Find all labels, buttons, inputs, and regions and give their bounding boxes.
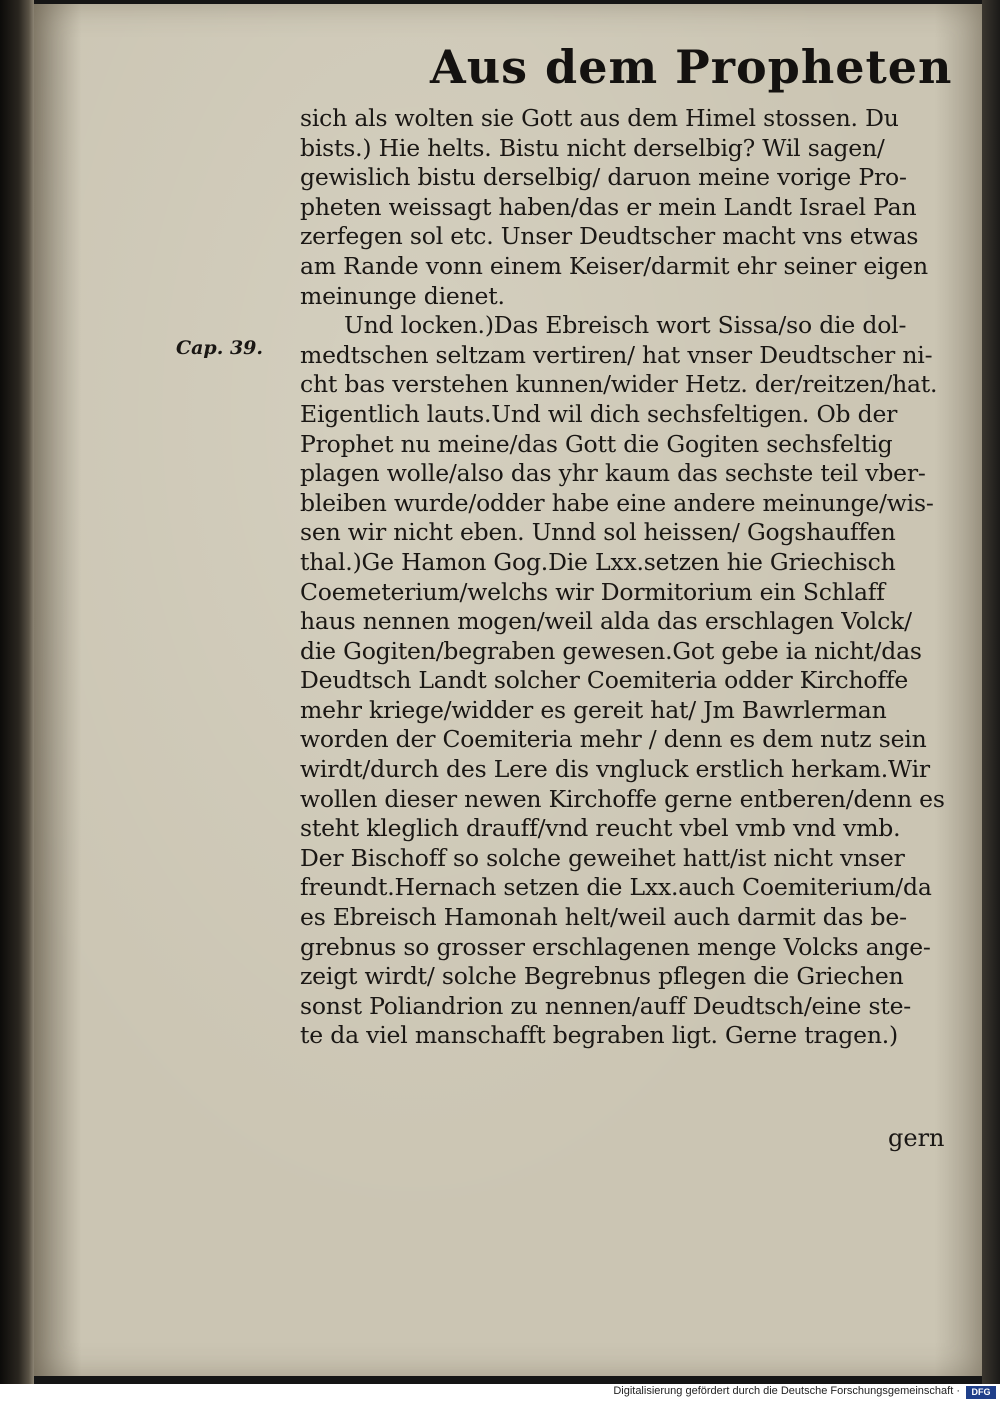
text-line: wollen dieser newen Kirchoffe gerne entberen/denn es [300, 784, 945, 813]
text-line: sich als wolten sie Gott aus dem Himel stossen. Du [300, 104, 899, 132]
text-line: cht bas verstehen kunnen/wider Hetz. der/reitzen/hat. [300, 370, 938, 399]
text-line: freundt.Hernach setzen die Lxx.auch Coemiterium/da [300, 873, 932, 902]
catchword: gern [888, 1124, 945, 1152]
main-text-block [300, 104, 970, 1051]
text-line: te da viel manschafft begraben ligt. Gerne tragen.) [300, 1021, 899, 1050]
page-edge-shadow [982, 0, 1000, 1384]
text-line: steht kleglich drauff/vnd reucht vbel vmb vnd vmb. [300, 814, 901, 843]
text-line: bleiben wurde/odder habe eine andere meinunge/wis- [300, 488, 934, 517]
text-line: Deudtsch Landt solcher Coemiteria odder Kirchoffe [300, 666, 909, 695]
running-head: Aus dem Propheten [430, 40, 953, 94]
text-line: Und locken.)Das Ebreisch wort Sissa/so die dol- [344, 311, 907, 340]
text-line: Eigentlich lauts.Und wil dich sechsfeltigen. Ob der [300, 399, 898, 428]
text-line: gewislich bistu derselbig/ daruon meine vorige Pro- [300, 163, 907, 192]
text-line: am Rande vonn einem Keiser/darmit ehr seiner eigen [300, 251, 928, 280]
text-line: medtschen seltzam vertiren/ hat vnser Deudtscher ni- [300, 340, 933, 369]
margin-note-chapter: Cap. 39. [176, 337, 264, 359]
text-line: worden der Coemiteria mehr / denn es dem nutz sein [300, 725, 927, 754]
text-line: sen wir nicht eben. Unnd sol heissen/ Gogshauffen [300, 518, 896, 547]
text-line: wirdt/durch des Lere dis vngluck erstlich herkam.Wir [300, 755, 930, 784]
text-line: mehr kriege/widder es gereit hat/ Jm Bawrlerman [300, 695, 887, 724]
text-line: sonst Poliandrion zu nennen/auff Deudtsch/eine ste- [300, 991, 912, 1020]
text-line: pheten weissagt haben/das er mein Landt Israel Pan [300, 192, 917, 221]
footer-bar [0, 1384, 1000, 1402]
text-line: thal.)Ge Hamon Gog.Die Lxx.setzen hie Griechisch [300, 547, 896, 576]
text-line: die Gogiten/begraben gewesen.Got gebe ia nicht/das [300, 636, 922, 665]
dfg-logo-icon: DFG [966, 1386, 996, 1399]
text-line: Der Bischoff so solche geweihet hatt/ist nicht vnser [300, 843, 905, 872]
text-line: grebnus so grosser erschlagenen menge Volcks ange- [300, 932, 931, 961]
text-line: meinunge dienet. [300, 281, 505, 310]
text-line: Prophet nu meine/das Gott die Gogiten sechsfeltig [300, 429, 893, 458]
text-line: plagen wolle/also das yhr kaum das sechste teil vber- [300, 459, 926, 488]
text-line: es Ebreisch Hamonah helt/weil auch darmit das be- [300, 903, 907, 932]
text-line: zeigt wirdt/ solche Begrebnus pflegen die Griechen [300, 962, 904, 991]
text-line: zerfegen sol etc. Unser Deudtscher macht vns etwas [300, 222, 919, 251]
text-line: haus nennen mogen/weil alda das erschlagen Volck/ [300, 607, 912, 636]
text-line: bists.) Hie helts. Bistu nicht derselbig? Wil sagen/ [300, 133, 885, 162]
text-line: Coemeterium/welchs wir Dormitorium ein Schlaff [300, 577, 885, 606]
footer-credit-text: Digitalisierung gefördert durch die Deutsche Forschungsgemeinschaft · [613, 1385, 960, 1397]
book-spine-shadow [0, 0, 34, 1384]
